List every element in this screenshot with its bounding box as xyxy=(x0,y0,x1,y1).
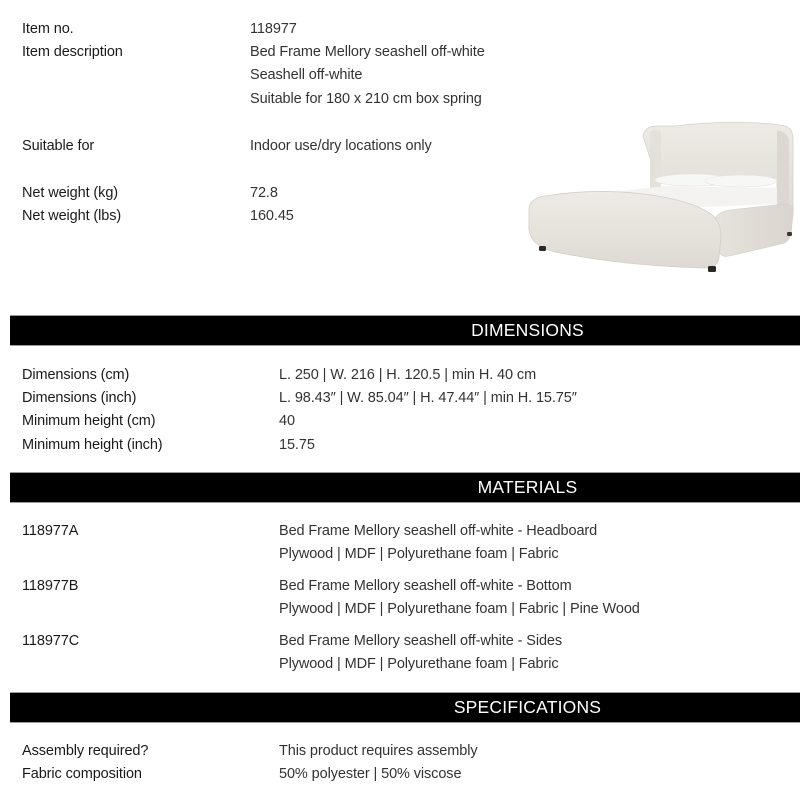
dimensions-row xyxy=(0,434,800,457)
material-part-name: Bed Frame Mellory seashell off-white - Sides xyxy=(279,633,563,649)
dimensions-row xyxy=(0,410,800,433)
specifications-title: SPECIFICATIONS xyxy=(453,697,602,717)
net-weight-lbs-label: Net weight (lbs) xyxy=(22,208,122,224)
specification-row xyxy=(0,740,800,763)
dimensions-section-header xyxy=(10,315,800,346)
dimensions-inch-value: L. 98.43″ | W. 85.04″ | H. 47.44″ | min H. 15.75″ xyxy=(279,390,577,406)
dimensions-cm-value: L. 250 | W. 216 | H. 120.5 | min H. 40 cm xyxy=(279,367,537,383)
min-height-inch-label: Minimum height (inch) xyxy=(22,437,163,453)
dimensions-cm-label: Dimensions (cm) xyxy=(22,367,130,383)
net-weight-lbs-value: 160.45 xyxy=(250,208,294,224)
material-item-materials xyxy=(0,543,800,566)
suitable-for-label: Suitable for xyxy=(22,138,95,154)
materials-title: MATERIALS xyxy=(477,477,578,497)
min-height-cm-value: 40 xyxy=(279,413,295,429)
material-part-name: Bed Frame Mellory seashell off-white - Bottom xyxy=(279,578,572,594)
item-no-label: Item no. xyxy=(22,21,74,37)
specifications-section-header xyxy=(10,692,800,723)
min-height-inch-value: 15.75 xyxy=(279,437,315,453)
item-description-row-3 xyxy=(0,88,800,111)
item-description-line-3: Suitable for 180 x 210 cm box spring xyxy=(250,91,482,107)
material-code: 118977C xyxy=(22,633,80,649)
item-description-line-2: Seashell off-white xyxy=(250,67,363,83)
material-item-materials xyxy=(0,598,800,621)
bed-leg xyxy=(787,232,792,236)
item-no-value: 118977 xyxy=(250,21,297,37)
item-description-line-1: Bed Frame Mellory seashell off-white xyxy=(250,44,485,60)
bed-product-photo-icon xyxy=(515,118,800,278)
net-weight-kg-value: 72.8 xyxy=(250,185,278,201)
fabric-composition-label: Fabric composition xyxy=(22,766,142,782)
material-item-materials xyxy=(0,653,800,676)
net-weight-kg-label: Net weight (kg) xyxy=(22,185,119,201)
specification-row xyxy=(0,763,800,786)
dimensions-title: DIMENSIONS xyxy=(471,320,584,340)
material-composition: Plywood | MDF | Polyurethane foam | Fabric xyxy=(279,546,559,562)
bed-leg xyxy=(708,266,716,272)
materials-section-header xyxy=(10,472,800,503)
assembly-required-value: This product requires assembly xyxy=(279,743,478,759)
item-no-row xyxy=(0,18,800,41)
bed-leg xyxy=(539,246,546,251)
material-composition: Plywood | MDF | Polyurethane foam | Fabric | Pine Wood xyxy=(279,601,640,617)
dimensions-row xyxy=(0,364,800,387)
material-item xyxy=(0,520,800,543)
dimensions-row xyxy=(0,387,800,410)
assembly-required-label: Assembly required? xyxy=(22,743,149,759)
item-description-label: Item description xyxy=(22,44,123,60)
fabric-composition-value: 50% polyester | 50% viscose xyxy=(279,766,462,782)
material-part-name: Bed Frame Mellory seashell off-white - Headboard xyxy=(279,523,598,539)
material-item xyxy=(0,575,800,598)
material-item xyxy=(0,630,800,653)
item-description-row-2 xyxy=(0,64,800,87)
material-code: 118977B xyxy=(22,578,79,594)
item-description-row xyxy=(0,41,800,64)
suitable-for-value: Indoor use/dry locations only xyxy=(250,138,432,154)
material-code: 118977A xyxy=(22,523,79,539)
dimensions-inch-label: Dimensions (inch) xyxy=(22,390,137,406)
material-composition: Plywood | MDF | Polyurethane foam | Fabric xyxy=(279,656,559,672)
min-height-cm-label: Minimum height (cm) xyxy=(22,413,156,429)
product-image xyxy=(515,118,800,278)
